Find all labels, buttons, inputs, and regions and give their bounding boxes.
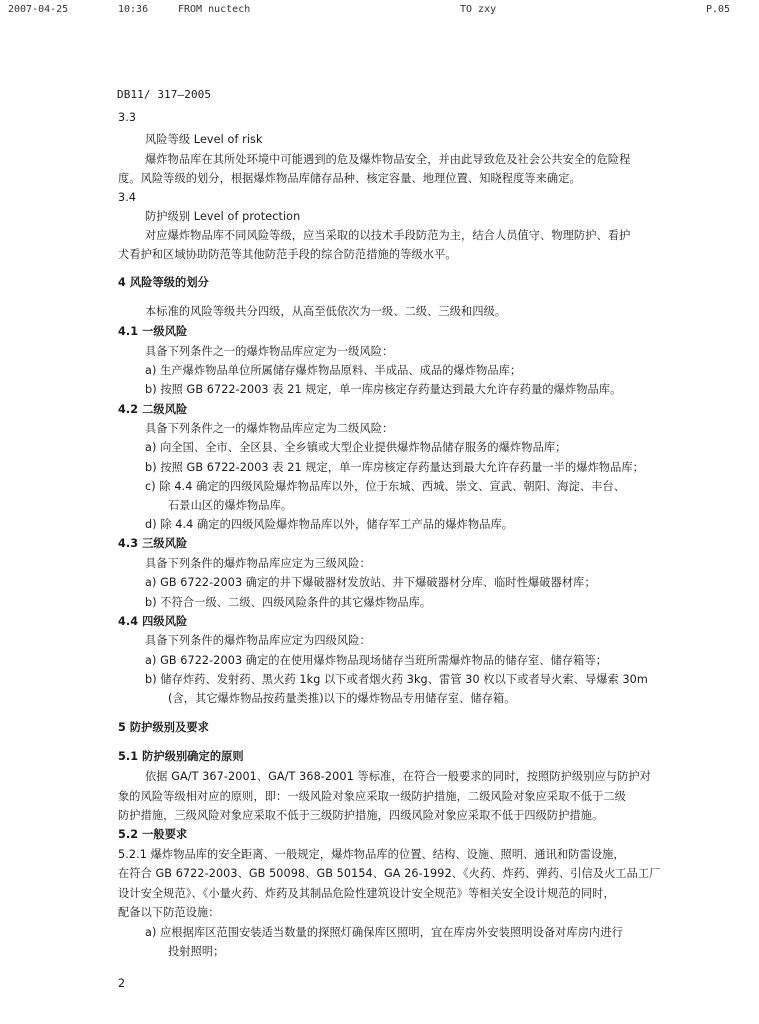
subsection-heading: 4.3 三级风险 <box>118 537 188 550</box>
fax-page: P.05 <box>706 4 731 15</box>
fax-to: TO zxy <box>460 4 497 15</box>
list-item: b) 不符合一级、二级、四级风险条件的其它爆炸物品库。 <box>145 596 432 609</box>
list-item: a) 向全国、全市、全区县、全乡镇或大型企业提供爆炸物品储存服务的爆炸物品库； <box>145 441 567 454</box>
list-item-continuation: 投射照明； <box>168 945 225 958</box>
list-item: b) 按照 GB 6722-2003 表 21 规定，单一库房核定存药量达到最大允许存药量的爆炸物品库。 <box>145 383 622 396</box>
term-title: 防护级别 Level of protection <box>145 210 301 223</box>
subsection-heading: 4.4 四级风险 <box>118 615 188 628</box>
body-text: 依据 GA/T 367-2001、GA/T 368-2001 等标准，在符合一般要求的同时，按照防护级别应与防护对 <box>145 770 651 783</box>
fax-header <box>0 4 759 18</box>
list-item: a) 应根据库区范围安装适当数量的探照灯确保库区照明，宜在库房外安装照明设备对库房内进行 <box>145 926 623 939</box>
list-item: d) 除 4.4 确定的四级风险爆炸物品库以外，储存军工产品的爆炸物品库。 <box>145 518 514 531</box>
body-text: 对应爆炸物品库不同风险等级，应当采取的以技术手段防范为主，结合人员值守、物理防护、看护 <box>145 229 631 242</box>
list-item: c) 除 4.4 确定的四级风险爆炸物品库以外，位于东城、西城、崇文、宣武、朝阳、海淀、丰台、 <box>145 480 625 493</box>
list-item: a) 生产爆炸物品单位所属储存爆炸物品原料、半成品、成品的爆炸物品库； <box>145 364 522 377</box>
list-item: a) GB 6722-2003 确定的在使用爆炸物品现场储存当班所需爆炸物品的储存室、储存箱等； <box>145 654 608 667</box>
list-item: a) GB 6722-2003 确定的井下爆破器材发放站、井下爆破器材分库、临时性爆破器材库； <box>145 576 596 589</box>
list-item-continuation: 石景山区的爆炸物品库。 <box>168 499 293 512</box>
subsection-heading: 5.2 一般要求 <box>118 828 188 841</box>
fax-from: FROM nuctech <box>178 4 251 15</box>
clause-number: 3.3 <box>118 111 137 124</box>
body-text: 具备下列条件之一的爆炸物品库应定为一级风险： <box>145 345 394 358</box>
doc-code: DB11/ 317—2005 <box>117 88 212 101</box>
page-number: 2 <box>118 977 126 990</box>
body-text: 配备以下防范设施： <box>118 906 220 919</box>
section-heading: 4 风险等级的划分 <box>118 276 209 289</box>
body-text: 5.2.1 爆炸物品库的安全距离、一般规定，爆炸物品库的位置、结构、设施、照明、通讯和防雷设施， <box>118 848 625 861</box>
body-text: 本标准的风险等级共分四级，从高至低依次为一级、二级、三级和四级。 <box>145 305 507 318</box>
body-text: 度。风险等级的划分，根据爆炸物品库储存品种、核定容量、地理位置、知晓程度等来确定。 <box>118 172 581 185</box>
subsection-heading: 5.1 防护级别确定的原则 <box>118 750 244 763</box>
body-text: 具备下列条件的爆炸物品库应定为四级风险： <box>145 634 371 647</box>
term-title: 风险等级 Level of risk <box>145 133 263 146</box>
list-item-continuation: (含，其它爆炸物品按药量类推)以下的爆炸物品专用储存室、储存箱。 <box>168 692 516 705</box>
body-text: 在符合 GB 6722-2003、GB 50098、GB 50154、GA 26-1992、《火药、炸药、弹药、引信及火工品工厂 <box>118 867 661 880</box>
body-text: 具备下列条件的爆炸物品库应定为三级风险： <box>145 557 371 570</box>
body-text: 象的风险等级相对应的原则，即：一级风险对象应采取一级防护措施，二级风险对象应采取不低于二级 <box>118 790 626 803</box>
body-text: 犬看护和区域协助防范等其他防范手段的综合防范措施的等级水平。 <box>118 248 457 261</box>
body-text: 爆炸物品库在其所处环境中可能遇到的危及爆炸物品安全，并由此导致危及社会公共安全的危险程 <box>145 153 631 166</box>
section-heading: 5 防护级别及要求 <box>118 721 209 734</box>
clause-number: 3.4 <box>118 191 137 204</box>
body-text: 具备下列条件之一的爆炸物品库应定为二级风险： <box>145 422 394 435</box>
subsection-heading: 4.2 二级风险 <box>118 403 188 416</box>
body-text: 设计安全规范》、《小量火药、炸药及其制品危险性建筑设计安全规范》等相关安全设计规范的同时， <box>118 887 615 900</box>
fax-time: 10:36 <box>118 4 149 15</box>
body-text: 防护措施，三级风险对象应采取不低于三级防护措施，四级风险对象应采取不低于四级防护措施。 <box>118 809 604 822</box>
list-item: b) 储存炸药、发射药、黑火药 1kg 以下或者烟火药 3kg、雷管 30 枚以下或者导火索、导爆索 30m <box>145 673 648 686</box>
fax-date: 2007-04-25 <box>8 4 69 15</box>
list-item: b) 按照 GB 6722-2003 表 21 规定，单一库房核定存药量达到最大允许存药量一半的爆炸物品库； <box>145 461 644 474</box>
subsection-heading: 4.1 一级风险 <box>118 325 188 338</box>
